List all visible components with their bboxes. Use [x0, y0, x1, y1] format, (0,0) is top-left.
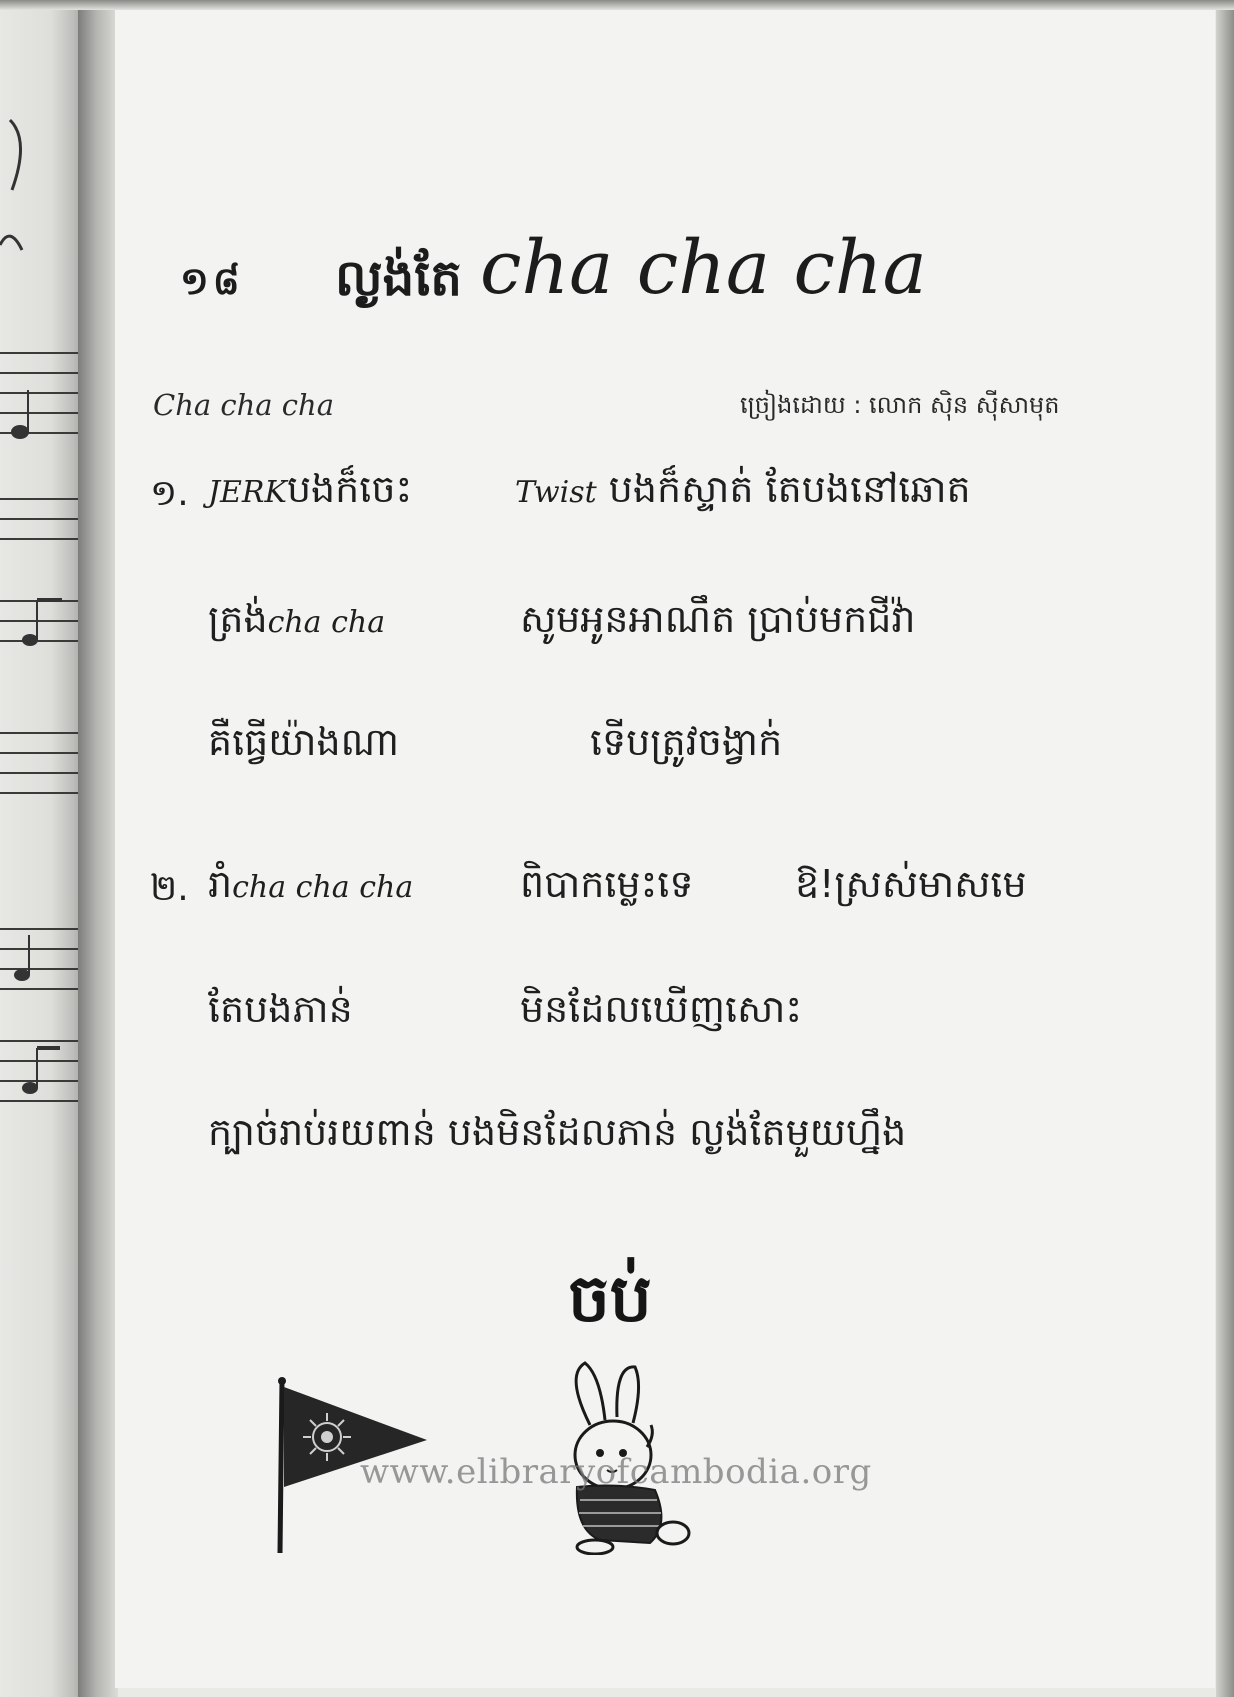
end-mark: ចប់	[568, 1260, 652, 1337]
lyric-fragment: ឱ!ស្រស់មាសមេ	[795, 862, 1027, 906]
song-title-latin: cha cha cha	[480, 225, 927, 311]
lyric-fragment: បងក៏ស្ទាត់	[608, 467, 754, 511]
lyric-line	[208, 860, 413, 916]
lyric-fragment: cha cha cha	[232, 870, 414, 905]
lyric-line	[520, 595, 915, 651]
lyric-fragment: Twist	[515, 475, 597, 510]
lyric-fragment: តែបងនៅឆោត	[765, 467, 971, 511]
rhythm-style-label: Cha cha cha	[153, 388, 335, 422]
lyric-fragment: បងក៏ចេះ	[286, 467, 413, 511]
lyric-fragment: រាំ	[208, 862, 233, 906]
lyric-fragment: cha cha	[267, 605, 386, 640]
song-title-khmer: ល្ងង់តែ	[335, 249, 462, 307]
lyric-fragment: គឺធ្វើយ៉ាងណា	[208, 720, 400, 764]
music-notes-icon	[0, 0, 88, 1697]
lyric-line	[795, 860, 1027, 916]
song-number: ១៨	[180, 259, 244, 303]
lyric-fragment: សូមអូនអាណឹត	[520, 597, 736, 641]
lyric-line	[208, 985, 353, 1041]
lyric-line	[208, 465, 412, 521]
page-edge-shadow	[1216, 0, 1234, 1697]
lyric-line	[520, 860, 694, 916]
lyric-fragment: ទើបត្រូវចង្វាក់	[590, 720, 783, 764]
lyric-line	[208, 1108, 906, 1164]
lyric-fragment: មិនដែលឃើញសោះ	[520, 987, 803, 1031]
website-watermark: www.elibraryofcambodia.org	[360, 1452, 872, 1492]
lyric-line	[208, 718, 399, 774]
lyric-fragment: ប្រាប់មកជីវ៉ា	[747, 597, 916, 641]
lyric-fragment: តែបងភាន់	[208, 987, 353, 1031]
lyric-line	[208, 595, 385, 651]
verse-number: ១.	[150, 473, 189, 514]
song-heading	[180, 225, 980, 335]
lyric-line	[520, 985, 802, 1041]
verse-number: ២.	[150, 868, 189, 909]
lyric-line	[515, 465, 971, 521]
lyric-fragment: ត្រង់	[208, 597, 268, 641]
lyric-line	[590, 718, 782, 774]
lyric-fragment: ក្បាច់រាប់រយពាន់ បងមិនដែលភាន់ ល្ងង់តែមួយហ្នឹង	[208, 1110, 907, 1154]
lyric-fragment: JERK	[208, 475, 287, 510]
composer-credit: ច្រៀងដោយ : លោក ស៊ិន ស៊ីសាមុត	[740, 391, 1060, 419]
lyric-fragment: ពិបាកម្លេះទេ	[520, 862, 694, 906]
top-edge-shadow	[0, 0, 1234, 10]
book-gutter-shadow	[78, 0, 118, 1697]
